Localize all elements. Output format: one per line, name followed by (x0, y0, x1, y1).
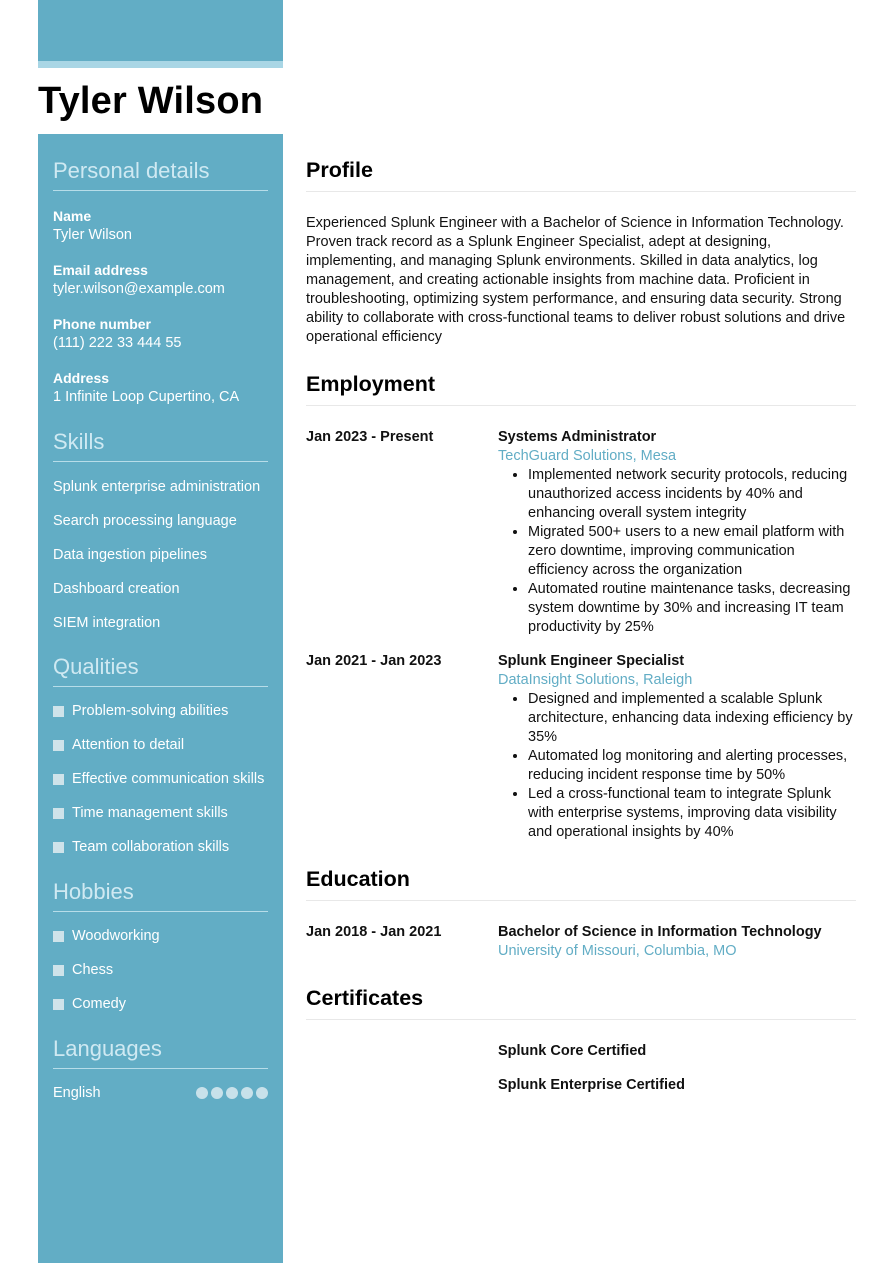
skills-heading: Skills (53, 429, 268, 462)
personal-details-heading: Personal details (53, 158, 268, 191)
quality-item (53, 770, 268, 789)
entry-date: Jan 2023 - Present (306, 429, 434, 445)
school-location: University of Missouri, Columbia, MO (498, 943, 737, 959)
skill-item: Dashboard creation (53, 581, 180, 597)
quality-item (53, 702, 268, 721)
achievement-list (498, 690, 856, 842)
field-label: Phone number (53, 316, 152, 332)
certificates-heading: Certificates (306, 985, 856, 1020)
employment-entry (306, 652, 856, 842)
field-label: Name (53, 208, 92, 224)
quality-item (53, 838, 268, 857)
entry-date: Jan 2021 - Jan 2023 (306, 653, 442, 669)
field-label: Address (53, 370, 110, 386)
quality-label: Effective communication skills (72, 771, 265, 787)
hobbies-heading: Hobbies (53, 879, 268, 912)
field-value: 1 Infinite Loop Cupertino, CA (53, 389, 240, 405)
rating-dot-filled-icon (196, 1087, 208, 1099)
education-section (306, 866, 856, 961)
quality-item (53, 736, 268, 755)
candidate-name: Tyler Wilson (38, 80, 264, 122)
square-bullet-icon (53, 706, 64, 717)
hobby-label: Woodworking (72, 928, 160, 944)
profile-summary: Experienced Splunk Engineer with a Bachelor of Science in Information Technology. Proven track record as a Splunk Engineer Specialist, adept at designing, implementing, and managing Splunk environments. Skilled in data analytics, log management, and creating actionable insights from machine data. Proficient in troubleshooting, optimizing system performance, and ensuring data security. Strong ability to collaborate with cross-functional teams to deliver robust solutions and drive operational efficiency (306, 215, 846, 345)
language-name: English (53, 1085, 101, 1101)
hobby-label: Chess (72, 962, 114, 978)
hobby-item (53, 961, 268, 980)
square-bullet-icon (53, 931, 64, 942)
certificates-section (306, 985, 856, 1095)
rating-dot-filled-icon (226, 1087, 238, 1099)
main-content (306, 157, 856, 1095)
company-location: DataInsight Solutions, Raleigh (498, 672, 693, 688)
square-bullet-icon (53, 965, 64, 976)
job-title: Splunk Engineer Specialist (498, 653, 685, 669)
square-bullet-icon (53, 808, 64, 819)
square-bullet-icon (53, 999, 64, 1010)
language-level-rating (196, 1087, 268, 1099)
job-title: Systems Administrator (498, 429, 657, 445)
employment-heading: Employment (306, 371, 856, 406)
rating-dot-filled-icon (211, 1087, 223, 1099)
quality-label: Problem-solving abilities (72, 703, 229, 719)
achievement-item: • Migrated 500+ users to a new email platform with zero downtime, improving communication efficiency across the organization (528, 523, 856, 580)
achievement-item: • Automated log monitoring and alerting processes, reducing incident response time by 50% (528, 747, 856, 785)
personal-field-address (53, 369, 268, 407)
skill-item: Data ingestion pipelines (53, 547, 207, 563)
profile-section (306, 157, 856, 347)
company-location: TechGuard Solutions, Mesa (498, 448, 677, 464)
hobby-label: Comedy (72, 996, 126, 1012)
education-heading: Education (306, 866, 856, 901)
achievement-item: • Implemented network security protocols, reducing unauthorized access incidents by 40% and enhancing overall system integrity (528, 466, 856, 523)
personal-field-phone (53, 315, 268, 353)
achievement-item: • Led a cross-functional team to integrate Splunk with enterprise systems, improving data visibility and operational insights by 40% (528, 785, 856, 842)
square-bullet-icon (53, 740, 64, 751)
field-value: tyler.wilson@example.com (53, 281, 225, 297)
quality-label: Team collaboration skills (72, 839, 230, 855)
certificate-item: Splunk Enterprise Certified (498, 1077, 685, 1093)
square-bullet-icon (53, 842, 64, 853)
hobby-item (53, 995, 268, 1014)
header-accent-stripe (38, 61, 283, 68)
employment-section (306, 371, 856, 842)
skill-item: Search processing language (53, 513, 237, 529)
qualities-heading: Qualities (53, 654, 268, 687)
field-value: Tyler Wilson (53, 227, 132, 243)
hobby-item (53, 927, 268, 946)
achievement-list (498, 466, 856, 637)
skill-item: SIEM integration (53, 615, 161, 631)
education-entry (306, 923, 856, 961)
header-color-block (38, 0, 283, 61)
entry-date: Jan 2018 - Jan 2021 (306, 924, 442, 940)
employment-entry (306, 428, 856, 637)
achievement-item: • Automated routine maintenance tasks, decreasing system downtime by 30% and increasing IT team productivity by 25% (528, 580, 856, 637)
skill-item: Splunk enterprise administration (53, 479, 261, 495)
degree-title: Bachelor of Science in Information Technology (498, 924, 822, 940)
field-label: Email address (53, 262, 148, 278)
rating-dot-filled-icon (241, 1087, 253, 1099)
languages-heading: Languages (53, 1036, 268, 1069)
quality-label: Attention to detail (72, 737, 185, 753)
personal-field-email (53, 261, 268, 299)
language-item (53, 1083, 268, 1103)
sidebar (38, 134, 283, 1263)
achievement-item: • Designed and implemented a scalable Splunk architecture, enhancing data indexing efficiency by 35% (528, 690, 856, 747)
profile-heading: Profile (306, 157, 856, 192)
quality-item (53, 804, 268, 823)
certificate-item: Splunk Core Certified (498, 1043, 647, 1059)
field-value: (111) 222 33 444 55 (53, 335, 182, 351)
personal-field-name (53, 207, 268, 245)
quality-label: Time management skills (72, 805, 228, 821)
square-bullet-icon (53, 774, 64, 785)
rating-dot-filled-icon (256, 1087, 268, 1099)
